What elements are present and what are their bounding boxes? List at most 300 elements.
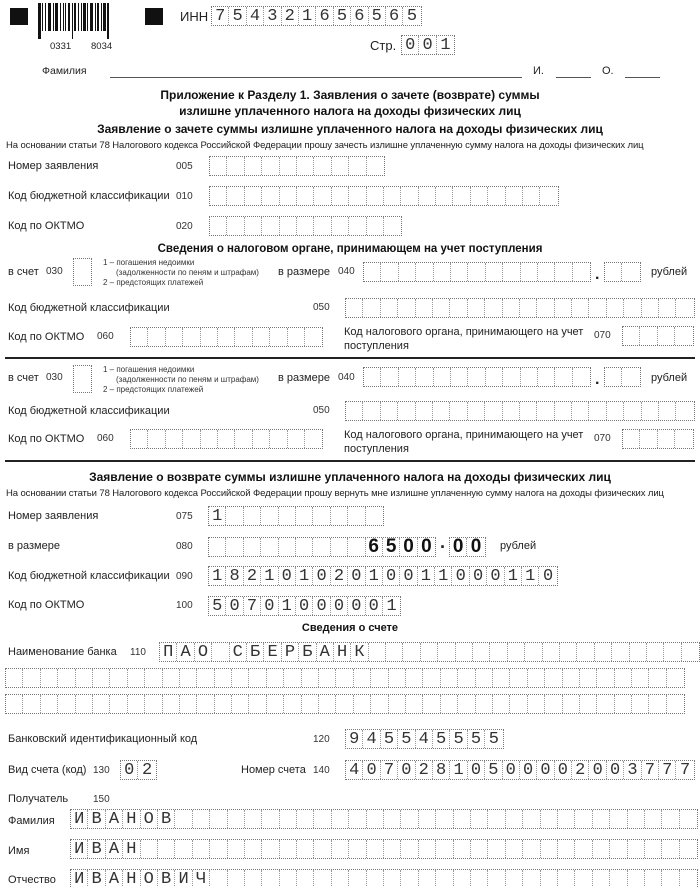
cell[interactable] [486, 368, 503, 386]
cell[interactable]: И [71, 870, 88, 887]
cell[interactable]: 5 [406, 6, 418, 26]
cell[interactable] [332, 870, 349, 887]
refund-amount-kopecks-field[interactable] [449, 537, 486, 557]
cell[interactable] [615, 669, 632, 687]
cell[interactable] [227, 217, 244, 235]
cell[interactable] [235, 430, 252, 448]
cell[interactable] [314, 217, 331, 235]
cell[interactable] [597, 695, 614, 713]
cell[interactable] [421, 643, 438, 661]
cell[interactable] [488, 810, 505, 828]
oktmo-field[interactable] [130, 429, 323, 449]
cell[interactable] [381, 368, 398, 386]
cell[interactable] [267, 669, 284, 687]
cell[interactable]: Е [264, 643, 281, 661]
cell[interactable] [227, 157, 244, 175]
cell[interactable]: 0 [363, 761, 380, 779]
cell[interactable] [471, 187, 488, 205]
cell[interactable] [538, 368, 555, 386]
cell[interactable] [610, 810, 627, 828]
cell[interactable]: 2 [282, 7, 299, 25]
cell[interactable] [642, 402, 659, 420]
cell[interactable] [642, 299, 659, 317]
cell[interactable] [628, 840, 645, 858]
cell[interactable]: Н [123, 870, 140, 887]
cell[interactable] [436, 187, 453, 205]
cell[interactable] [628, 810, 645, 828]
cell[interactable] [76, 695, 93, 713]
cell[interactable] [279, 507, 296, 525]
cell[interactable]: 0 [348, 597, 365, 615]
cell[interactable]: 0 [589, 761, 606, 779]
cell[interactable] [349, 840, 366, 858]
cell[interactable] [398, 299, 415, 317]
cell[interactable] [555, 368, 572, 386]
cell[interactable] [314, 840, 331, 858]
cell[interactable] [607, 402, 624, 420]
cell[interactable] [473, 643, 490, 661]
cell[interactable] [541, 870, 558, 887]
cell[interactable] [197, 695, 214, 713]
cell[interactable] [589, 402, 606, 420]
cell[interactable]: 1 [386, 596, 397, 616]
cell[interactable]: 5 [488, 729, 499, 749]
cell[interactable]: 0 [331, 597, 348, 615]
cell[interactable] [572, 299, 589, 317]
cell[interactable] [628, 870, 645, 887]
cell[interactable] [280, 810, 297, 828]
cell[interactable] [558, 810, 575, 828]
cell[interactable] [280, 187, 297, 205]
cell[interactable] [319, 669, 336, 687]
cell[interactable]: 4 [247, 7, 264, 25]
cell[interactable] [349, 157, 366, 175]
cell[interactable] [667, 695, 684, 713]
cell[interactable] [485, 299, 502, 317]
cell[interactable] [297, 810, 314, 828]
inn-field[interactable] [211, 6, 422, 26]
cell[interactable] [615, 695, 632, 713]
offset-oktmo-field[interactable] [209, 216, 402, 236]
cell[interactable] [399, 263, 416, 281]
recipient-patronymic-field[interactable] [70, 869, 698, 887]
cell[interactable]: 0 [452, 567, 469, 585]
cell[interactable] [363, 299, 380, 317]
cell[interactable] [454, 870, 471, 887]
cell[interactable] [456, 643, 473, 661]
cell[interactable]: О [141, 870, 158, 887]
cell[interactable] [210, 810, 227, 828]
cell[interactable] [468, 368, 485, 386]
cell[interactable] [228, 810, 245, 828]
cell[interactable] [503, 368, 520, 386]
cell[interactable]: 1 [440, 35, 451, 55]
cell[interactable] [245, 870, 262, 887]
cell[interactable]: 0 [383, 567, 400, 585]
cell[interactable]: 1 [299, 7, 316, 25]
cell[interactable] [623, 327, 640, 345]
cell[interactable] [401, 187, 418, 205]
cell[interactable] [280, 870, 297, 887]
cell[interactable] [381, 402, 398, 420]
cell[interactable] [545, 695, 562, 713]
recipient-surname-field[interactable] [70, 809, 698, 829]
cell[interactable] [521, 263, 538, 281]
cell[interactable] [296, 538, 313, 556]
cell[interactable] [245, 187, 262, 205]
cell[interactable]: 0 [470, 567, 487, 585]
cell[interactable] [419, 810, 436, 828]
cell[interactable]: 7 [680, 760, 691, 780]
cell[interactable]: 0 [537, 761, 554, 779]
cell[interactable] [575, 840, 592, 858]
cell[interactable] [580, 695, 597, 713]
cell[interactable]: 7 [244, 597, 261, 615]
cell[interactable] [662, 870, 679, 887]
cell[interactable] [297, 157, 314, 175]
cell[interactable]: Ч [193, 870, 210, 887]
cell[interactable]: 8 [433, 761, 450, 779]
cell[interactable] [680, 840, 697, 858]
cell[interactable]: В [158, 810, 175, 828]
cell[interactable] [622, 263, 639, 281]
cell[interactable] [523, 810, 540, 828]
cell[interactable]: П [160, 643, 177, 661]
cell[interactable]: 5 [381, 730, 398, 748]
cell[interactable] [450, 299, 467, 317]
cell[interactable]: 0 [520, 761, 537, 779]
cell[interactable] [560, 643, 577, 661]
cell[interactable] [148, 430, 165, 448]
cell[interactable] [366, 507, 383, 525]
cell[interactable] [331, 538, 348, 556]
cell[interactable] [645, 810, 662, 828]
cell[interactable]: О [195, 643, 212, 661]
account-number-field[interactable] [345, 760, 695, 780]
cell[interactable] [367, 217, 384, 235]
cell[interactable] [74, 366, 91, 392]
cell[interactable] [488, 187, 505, 205]
cell[interactable]: 3 [624, 761, 641, 779]
cell[interactable] [649, 669, 666, 687]
cell[interactable]: 5 [383, 538, 400, 556]
cell[interactable] [228, 840, 245, 858]
cell[interactable] [605, 368, 622, 386]
cell[interactable] [145, 669, 162, 687]
cell[interactable]: 0 [313, 597, 330, 615]
cell[interactable] [297, 187, 314, 205]
cell[interactable] [296, 507, 313, 525]
cell[interactable]: 0 [421, 536, 432, 557]
cell[interactable] [675, 327, 692, 345]
cell[interactable] [640, 430, 657, 448]
cell[interactable] [305, 430, 322, 448]
cell[interactable]: 1 [261, 567, 278, 585]
cell[interactable] [545, 669, 562, 687]
cell[interactable] [441, 669, 458, 687]
cell[interactable] [244, 538, 261, 556]
cell[interactable] [226, 507, 243, 525]
cell[interactable] [209, 538, 226, 556]
cell[interactable] [593, 840, 610, 858]
authority-code-field[interactable] [622, 429, 694, 449]
cell[interactable] [577, 643, 594, 661]
cell[interactable] [485, 402, 502, 420]
cell[interactable] [262, 187, 279, 205]
cell[interactable] [215, 695, 232, 713]
cell[interactable] [573, 368, 590, 386]
cell[interactable] [245, 810, 262, 828]
cell[interactable] [244, 507, 261, 525]
cell[interactable]: 5 [398, 730, 415, 748]
cell[interactable] [232, 669, 249, 687]
cell[interactable] [406, 695, 423, 713]
cell[interactable] [297, 870, 314, 887]
cell[interactable] [193, 810, 210, 828]
cell[interactable] [506, 870, 523, 887]
cell[interactable] [389, 695, 406, 713]
cell[interactable] [262, 810, 279, 828]
cell[interactable] [520, 402, 537, 420]
cell[interactable] [493, 695, 510, 713]
cell[interactable] [253, 328, 270, 346]
account-for-field[interactable] [73, 258, 92, 286]
cell[interactable] [662, 810, 679, 828]
kbk-field[interactable] [345, 298, 695, 318]
cell[interactable] [218, 430, 235, 448]
cell[interactable] [451, 263, 468, 281]
cell[interactable]: 0 [296, 597, 313, 615]
cell[interactable] [555, 299, 572, 317]
cell[interactable] [438, 643, 455, 661]
cell[interactable] [210, 217, 227, 235]
cell[interactable] [131, 430, 148, 448]
cell[interactable] [659, 402, 676, 420]
cell[interactable]: 5 [369, 7, 386, 25]
cell[interactable] [471, 840, 488, 858]
cell[interactable] [280, 217, 297, 235]
cell[interactable] [175, 810, 192, 828]
account-type-field[interactable] [120, 760, 157, 780]
page-number-field[interactable] [401, 35, 455, 55]
cell[interactable] [141, 840, 158, 858]
amount-rubles-field[interactable] [363, 262, 591, 282]
cell[interactable]: Н [334, 643, 351, 661]
cell[interactable]: 0 [543, 566, 554, 586]
cell[interactable] [354, 669, 371, 687]
cell[interactable] [434, 368, 451, 386]
cell[interactable] [416, 299, 433, 317]
cell[interactable] [612, 643, 629, 661]
cell[interactable] [510, 695, 527, 713]
cell[interactable] [384, 870, 401, 887]
cell[interactable] [302, 669, 319, 687]
cell[interactable] [436, 870, 453, 887]
cell[interactable] [193, 840, 210, 858]
cell[interactable] [58, 695, 75, 713]
cell[interactable]: Б [247, 643, 264, 661]
cell[interactable] [270, 328, 287, 346]
cell[interactable] [367, 870, 384, 887]
cell[interactable] [23, 695, 40, 713]
cell[interactable] [541, 810, 558, 828]
oktmo-field[interactable] [130, 327, 323, 347]
cell[interactable] [468, 402, 485, 420]
refund-kbk-field[interactable] [208, 566, 558, 586]
cell[interactable] [419, 187, 436, 205]
cell[interactable] [332, 840, 349, 858]
cell[interactable] [647, 643, 664, 661]
cell[interactable]: 0 [487, 567, 504, 585]
cell[interactable] [423, 669, 440, 687]
cell[interactable]: 2 [416, 761, 433, 779]
cell[interactable] [555, 402, 572, 420]
cell[interactable]: 0 [450, 538, 467, 556]
cell[interactable] [610, 870, 627, 887]
amount-rubles-field[interactable] [363, 367, 591, 387]
amount-kopecks-field[interactable] [604, 367, 641, 387]
cell[interactable] [676, 402, 693, 420]
cell[interactable]: 0 [348, 567, 365, 585]
cell[interactable]: 1 [209, 507, 226, 525]
cell[interactable]: Р [282, 643, 299, 661]
cell[interactable] [249, 669, 266, 687]
offset-app-number-field[interactable] [209, 156, 385, 176]
cell[interactable] [490, 643, 507, 661]
cell[interactable] [346, 402, 363, 420]
refund-app-number-field[interactable] [208, 506, 384, 526]
cell[interactable] [493, 669, 510, 687]
cell[interactable] [680, 870, 697, 887]
cell[interactable]: 2 [244, 567, 261, 585]
cell[interactable] [314, 810, 331, 828]
cell[interactable] [658, 430, 675, 448]
cell[interactable] [332, 810, 349, 828]
cell[interactable] [575, 870, 592, 887]
cell[interactable] [450, 402, 467, 420]
cell[interactable] [319, 695, 336, 713]
cell[interactable]: 0 [121, 761, 138, 779]
cell[interactable] [245, 840, 262, 858]
cell[interactable] [458, 669, 475, 687]
cell[interactable]: 7 [642, 761, 659, 779]
cell[interactable]: 2 [572, 761, 589, 779]
cell[interactable]: А [317, 643, 334, 661]
cell[interactable] [528, 669, 545, 687]
cell[interactable]: 0 [555, 761, 572, 779]
cell[interactable] [624, 299, 641, 317]
cell[interactable] [128, 669, 145, 687]
cell[interactable] [555, 263, 572, 281]
cell[interactable]: 9 [346, 730, 363, 748]
cell[interactable]: 7 [659, 761, 676, 779]
cell[interactable]: 0 [419, 36, 436, 54]
cell[interactable] [297, 840, 314, 858]
cell[interactable] [131, 328, 148, 346]
cell[interactable] [521, 368, 538, 386]
cell[interactable] [93, 669, 110, 687]
cell[interactable]: 4 [346, 761, 363, 779]
cell[interactable] [416, 263, 433, 281]
cell[interactable] [675, 430, 692, 448]
cell[interactable] [166, 430, 183, 448]
bik-field[interactable] [345, 729, 504, 749]
cell[interactable] [249, 695, 266, 713]
cell[interactable] [336, 669, 353, 687]
cell[interactable] [210, 157, 227, 175]
cell[interactable] [76, 669, 93, 687]
cell[interactable] [367, 810, 384, 828]
cell[interactable] [416, 402, 433, 420]
cell[interactable]: 1 [522, 567, 539, 585]
cell[interactable] [537, 299, 554, 317]
cell[interactable] [261, 538, 278, 556]
cell[interactable] [313, 538, 330, 556]
cell[interactable] [541, 840, 558, 858]
cell[interactable]: И [71, 810, 88, 828]
cell[interactable]: 1 [450, 761, 467, 779]
cell[interactable] [280, 840, 297, 858]
cell[interactable]: 0 [607, 761, 624, 779]
cell[interactable] [363, 402, 380, 420]
cell[interactable] [593, 870, 610, 887]
cell[interactable] [543, 643, 560, 661]
cell[interactable]: 0 [468, 761, 485, 779]
cell[interactable] [367, 157, 384, 175]
cell[interactable]: А [177, 643, 194, 661]
cell[interactable] [454, 840, 471, 858]
cell[interactable] [227, 187, 244, 205]
bank-name-field-line-2[interactable] [5, 668, 685, 688]
cell[interactable] [6, 669, 23, 687]
cell[interactable] [523, 870, 540, 887]
cell[interactable] [313, 507, 330, 525]
cell[interactable] [508, 643, 525, 661]
cell[interactable] [538, 263, 555, 281]
cell[interactable] [336, 695, 353, 713]
cell[interactable] [624, 402, 641, 420]
cell[interactable] [403, 643, 420, 661]
cell[interactable] [622, 368, 639, 386]
initial-i-line[interactable] [556, 77, 591, 78]
cell[interactable] [163, 669, 180, 687]
cell[interactable] [503, 263, 520, 281]
cell[interactable] [476, 669, 493, 687]
cell[interactable] [572, 402, 589, 420]
cell[interactable] [364, 263, 381, 281]
cell[interactable] [645, 870, 662, 887]
cell[interactable] [676, 299, 693, 317]
cell[interactable] [210, 187, 227, 205]
cell[interactable] [305, 328, 322, 346]
kbk-field[interactable] [345, 401, 695, 421]
cell[interactable] [471, 810, 488, 828]
cell[interactable] [270, 430, 287, 448]
cell[interactable]: В [88, 870, 105, 887]
cell[interactable] [232, 695, 249, 713]
cell[interactable] [386, 643, 403, 661]
cell[interactable]: А [106, 810, 123, 828]
cell[interactable] [506, 840, 523, 858]
cell[interactable]: 5 [334, 7, 351, 25]
cell[interactable]: 0 [226, 597, 243, 615]
cell[interactable] [680, 810, 697, 828]
cell[interactable] [398, 402, 415, 420]
refund-oktmo-field[interactable] [208, 596, 401, 616]
cell[interactable] [6, 695, 23, 713]
cell[interactable] [401, 870, 418, 887]
cell[interactable]: 0 [503, 761, 520, 779]
